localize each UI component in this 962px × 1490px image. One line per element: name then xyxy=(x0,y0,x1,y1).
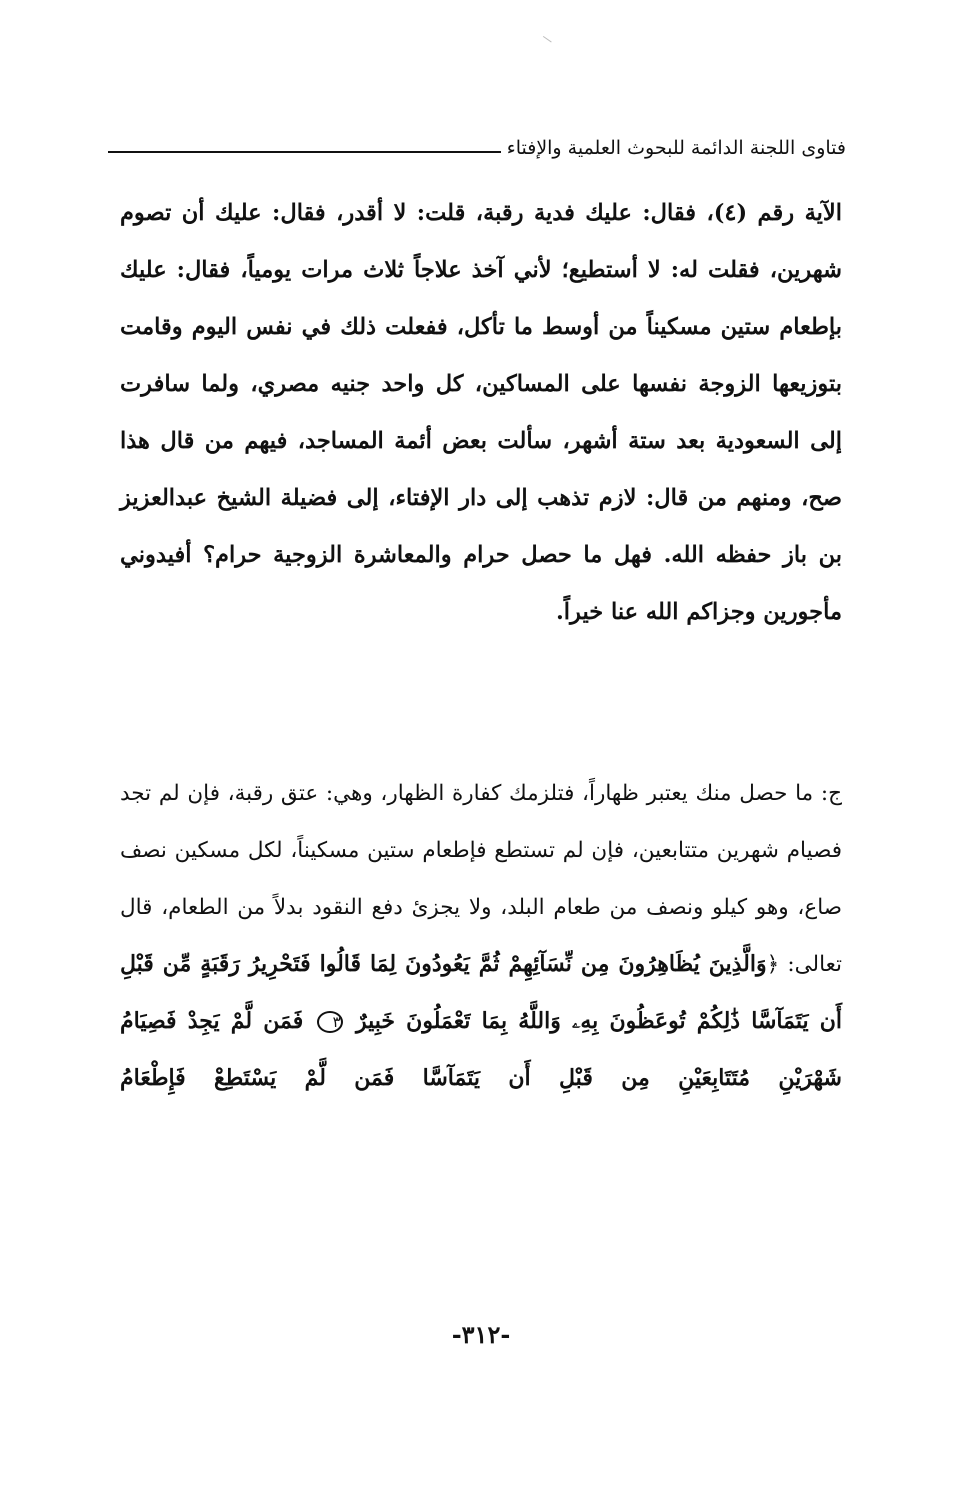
header-title: فتاوى اللجنة الدائمة للبحوث العلمية والإفتاء xyxy=(506,137,846,159)
ayah-number-marker: ٣ xyxy=(317,1011,343,1033)
page-number: -٣١٢- xyxy=(451,1320,511,1349)
quran-brace-open: ﴿ xyxy=(766,952,780,977)
header-rule xyxy=(108,151,501,153)
quran-verse-part2: فَمَن لَّمْ يَجِدْ فَصِيَامُ شَهْرَيْنِ مُتَتَابِعَيْنِ مِن قَبْلِ أَن يَتَمَآسَّا فَمَن لَّمْ يَسْتَطِعْ فَإِطْعَامُ xyxy=(120,1008,842,1091)
scan-speck xyxy=(538,36,551,49)
question-paragraph: الآية رقم (٤)، فقال: عليك فدية رقبة، قلت: لا أقدر، فقال: عليك أن تصوم شهرين، فقلت له: لا أستطيع؛ لأني آخذ علاجاً ثلاث مرات يومياً، فقال: عليك بإطعام ستين مسكيناً من أوسط ما تأكل، ففعلت ذلك في نفس اليوم وقامت بتوزيعها الزوجة نفسها على المساكين، كل واحد جنيه مصري، ولما سافرت إلى السعودية بعد ستة أشهر، سألت بعض أئمة المساجد، فيهم من قال هذا صح، ومنهم من قال: لازم تذهب إلى دار الإفتاء، إلى فضيلة الشيخ عبدالعزيز بن باز حفظه الله. فهل ما حصل حرام والمعاشرة الزوجية حرام؟ أفيدوني مأجورين وجزاكم الله عنا خيراً. xyxy=(120,200,842,625)
running-header xyxy=(108,128,846,168)
answer-paragraph xyxy=(120,765,842,1107)
quran-verse-part1: وَالَّذِينَ يُظَاهِرُونَ مِن نِّسَآئِهِمْ ثُمَّ يَعُودُونَ لِمَا قَالُوا فَتَحْرِيرُ رَقَبَةٍ مِّن قَبْلِ أَن يَتَمَآسَّا ذَٰلِكُمْ تُوعَظُونَ بِهِۦ وَاللَّهُ بِمَا تَعْمَلُونَ خَبِيرٌ xyxy=(120,951,843,1034)
answer-text: ج: ما حصل منك يعتبر ظهاراً، فتلزمك كفارة الظهار، وهي: عتق رقبة، فإن لم تجد فصيام شهرين متتابعين، فإن لم تستطع فإطعام ستين مسكيناً، لكل مسكين نصف صاع، وهو كيلو ونصف من طعام البلد، ولا يجزئ دفع النقود بدلاً من الطعام، قال تعالى: xyxy=(120,781,842,977)
